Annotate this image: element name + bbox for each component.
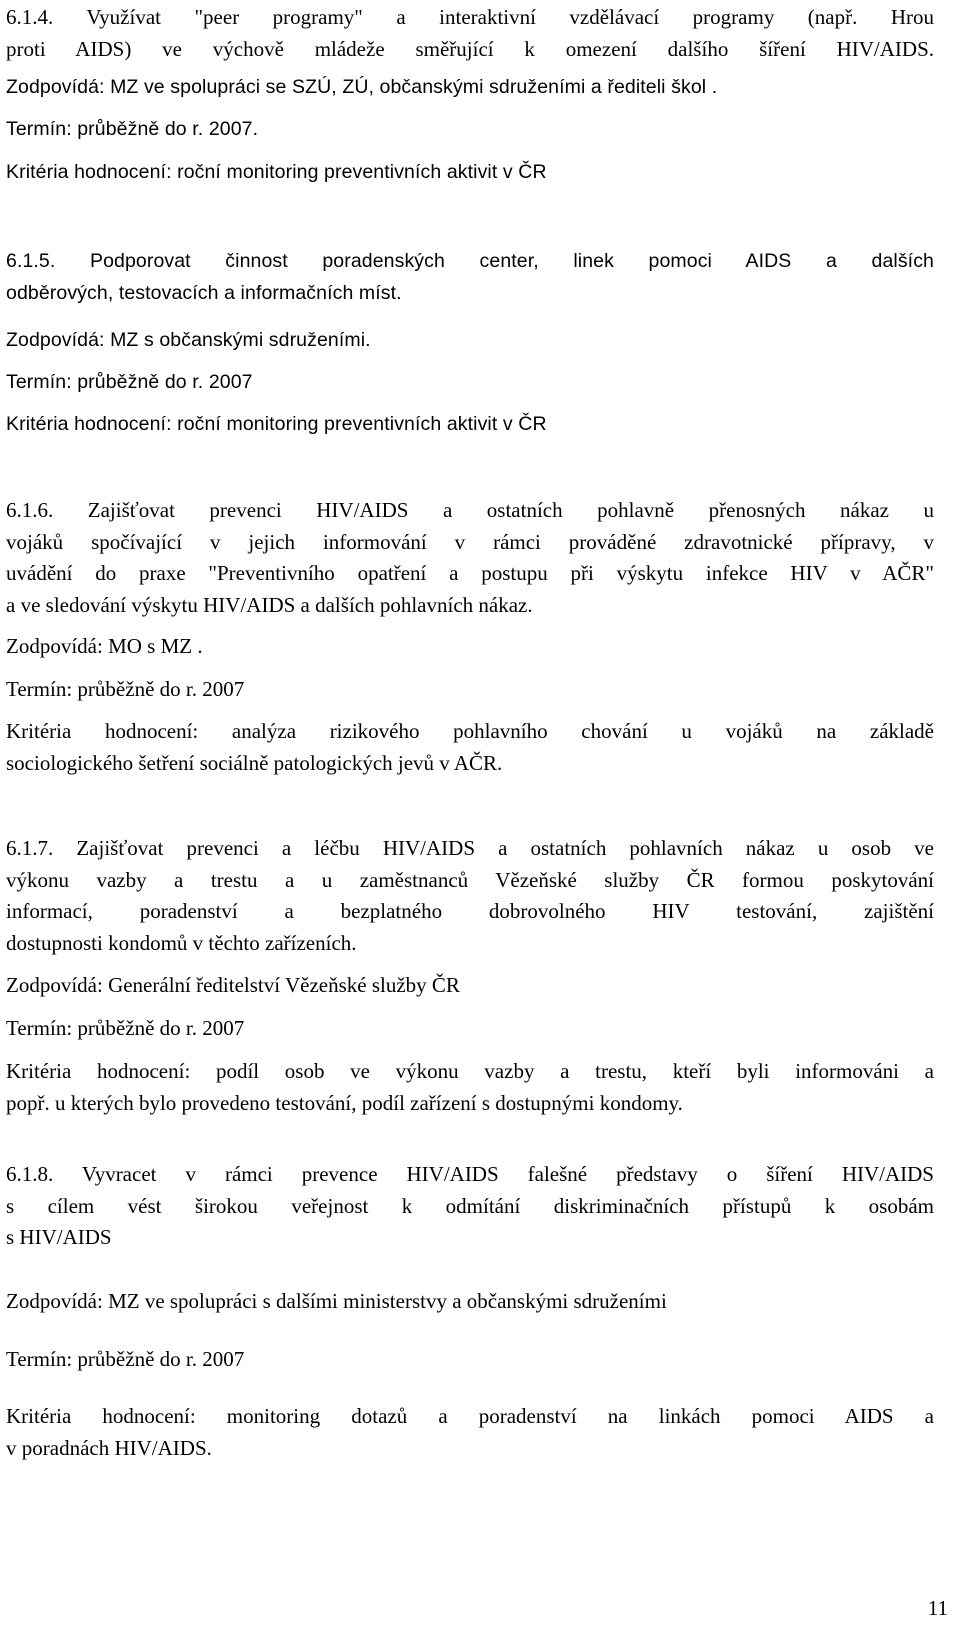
section-6-1-7-deadline: Termín: průběžně do r. 2007 xyxy=(6,1016,245,1040)
criteria-line: popř. u kterých bylo provedeno testování, podíl zařízení s dostupnými kondomy. xyxy=(6,1090,683,1115)
section-6-1-5-deadline: Termín: průběžně do r. 2007 xyxy=(6,371,253,393)
criteria-line: Kritéria hodnocení: podíl osob ve výkonu vazby a trestu, kteří byli informováni a xyxy=(6,1059,934,1083)
section-6-1-4-responsible: Zodpovídá: MZ ve spolupráci se SZÚ, ZÚ, občanskými sdruženími a řediteli škol . xyxy=(6,76,718,98)
section-text-line: vojáků spočívající v jejich informování v rámci prováděné zdravotnické přípravy, v xyxy=(6,529,934,554)
section-6-1-4-criteria: Kritéria hodnocení: roční monitoring preventivních aktivit v ČR xyxy=(6,161,547,183)
section-6-1-5-criteria: Kritéria hodnocení: roční monitoring preventivních aktivit v ČR xyxy=(6,413,547,435)
section-6-1-8 xyxy=(6,1159,934,1254)
section-6-1-4 xyxy=(6,2,934,65)
section-text-line: 6.1.8. Vyvracet v rámci prevence HIV/AIDS falešné představy o šíření HIV/AIDS xyxy=(6,1162,934,1186)
section-text-line: 6.1.7. Zajišťovat prevenci a léčbu HIV/AIDS a ostatních pohlavních nákaz u osob ve xyxy=(6,836,934,860)
section-text-line: s HIV/AIDS xyxy=(6,1225,112,1249)
section-6-1-8-deadline: Termín: průběžně do r. 2007 xyxy=(6,1347,245,1371)
section-text-line: odběrových, testovacích a informačních míst. xyxy=(6,281,402,304)
section-6-1-4-deadline: Termín: průběžně do r. 2007. xyxy=(6,118,259,140)
section-6-1-6 xyxy=(6,495,934,621)
section-6-1-6-criteria xyxy=(6,716,934,779)
criteria-line: v poradnách HIV/AIDS. xyxy=(6,1435,212,1460)
section-text-line: 6.1.5. Podporovat činnost poradenských center, linek pomoci AIDS a dalších xyxy=(6,250,934,272)
page-number: 11 xyxy=(927,1596,948,1620)
criteria-line: Kritéria hodnocení: analýza rizikového pohlavního chování u vojáků na základě xyxy=(6,719,934,743)
section-6-1-6-deadline: Termín: průběžně do r. 2007 xyxy=(6,677,245,701)
section-text-line: 6.1.4. Využívat "peer programy" a interaktivní vzdělávací programy (např. Hrou xyxy=(6,5,934,29)
section-text-line: dostupnosti kondomů v těchto zařízeních. xyxy=(6,930,357,955)
section-text-line: výkonu vazby a trestu a u zaměstnanců Vězeňské služby ČR formou poskytování xyxy=(6,867,934,892)
section-text-line: uvádění do praxe "Preventivního opatření a postupu při výskytu infekce HIV v AČR" xyxy=(6,561,934,585)
section-text-line: s cílem vést širokou veřejnost k odmítání diskriminačních přístupů k osobám xyxy=(6,1193,934,1218)
section-6-1-7 xyxy=(6,833,934,959)
section-6-1-6-responsible: Zodpovídá: MO s MZ . xyxy=(6,634,203,658)
section-text-line: 6.1.6. Zajišťovat prevenci HIV/AIDS a ostatních pohlavně přenosných nákaz u xyxy=(6,498,934,522)
section-6-1-5-responsible: Zodpovídá: MZ s občanskými sdruženími. xyxy=(6,329,371,351)
criteria-line: Kritéria hodnocení: monitoring dotazů a poradenství na linkách pomoci AIDS a xyxy=(6,1404,934,1428)
section-6-1-8-criteria xyxy=(6,1401,934,1464)
section-6-1-7-responsible: Zodpovídá: Generální ředitelství Vězeňské služby ČR xyxy=(6,973,460,997)
section-text-line: proti AIDS) ve výchově mládeže směřující k omezení dalšího šíření HIV/AIDS. xyxy=(6,36,934,61)
section-text-line: informací, poradenství a bezplatného dobrovolného HIV testování, zajištění xyxy=(6,899,934,923)
section-6-1-7-criteria xyxy=(6,1056,934,1119)
section-6-1-8-responsible: Zodpovídá: MZ ve spolupráci s dalšími ministerstvy a občanskými sdruženími xyxy=(6,1289,667,1313)
section-6-1-5 xyxy=(6,246,934,309)
criteria-line: sociologického šetření sociálně patologických jevů v AČR. xyxy=(6,750,503,775)
section-text-line: a ve sledování výskytu HIV/AIDS a dalších pohlavních nákaz. xyxy=(6,592,533,617)
